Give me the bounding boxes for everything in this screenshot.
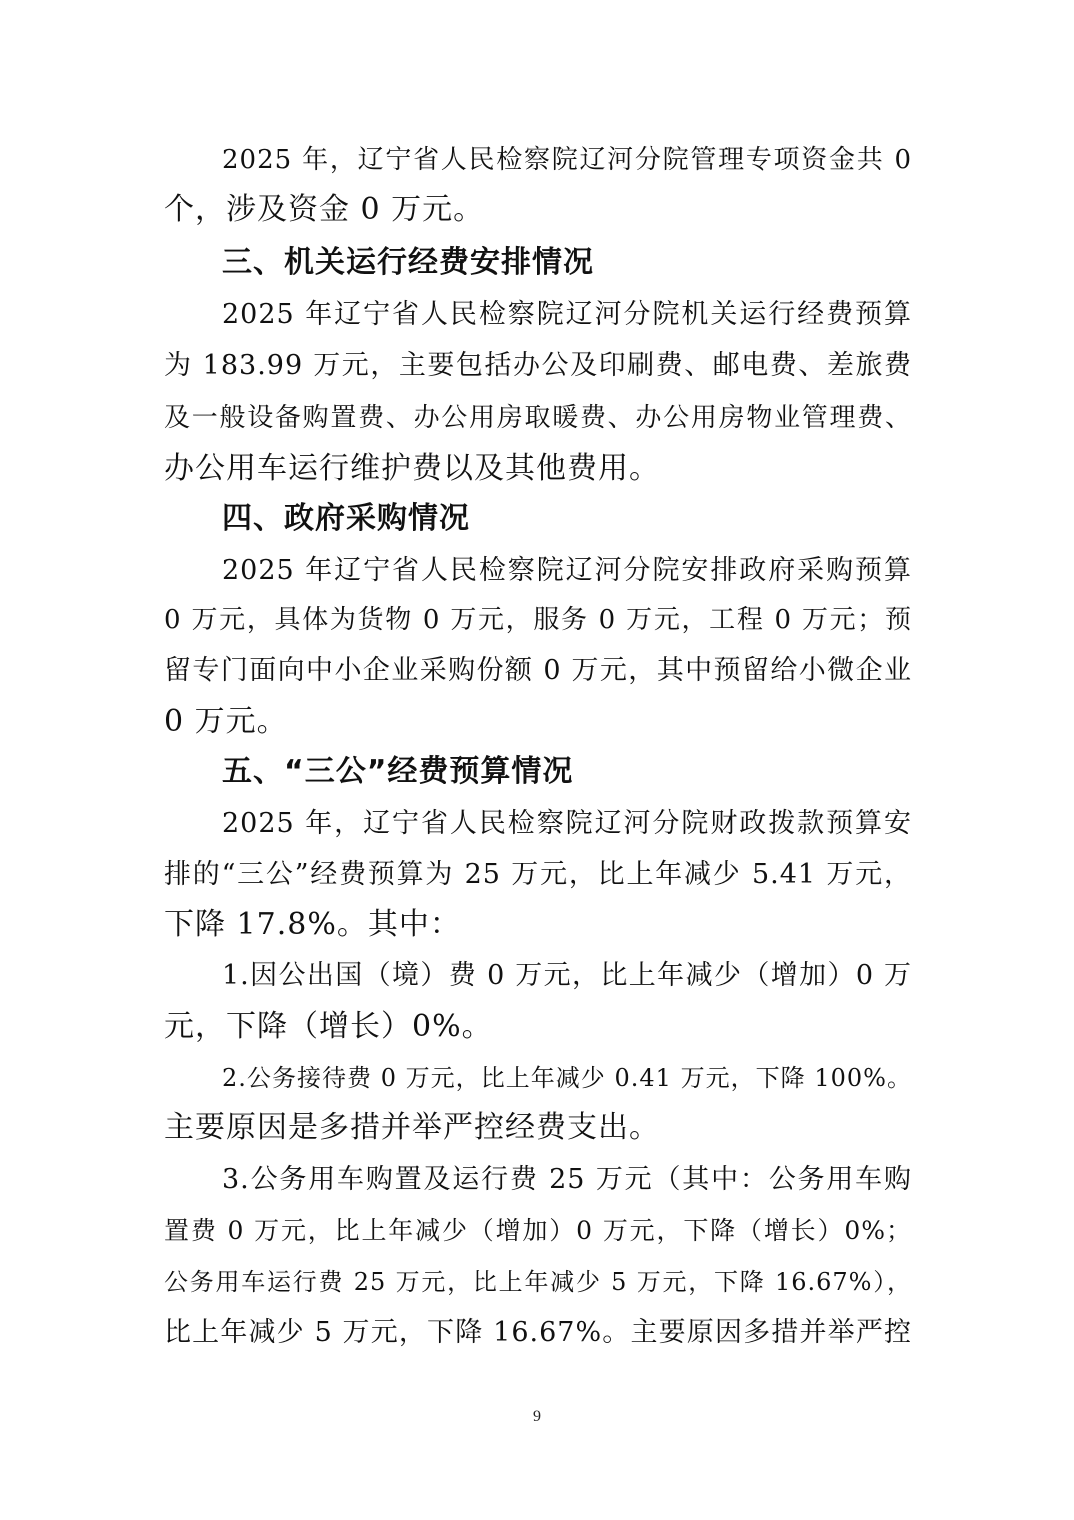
para-procurement-line-2: 0 万元，具体为货物 0 万元，服务 0 万元，工程 0 万元；预 bbox=[164, 605, 912, 635]
item-2-line-2: 主要原因是多措并举严控经费支出。 bbox=[164, 1110, 660, 1145]
item-3-line-4: 比上年减少 5 万元，下降 16.67%。主要原因多措并举严控 bbox=[164, 1317, 912, 1348]
para-procurement-line-1: 2025 年辽宁省人民检察院辽河分院安排政府采购预算 bbox=[222, 555, 912, 586]
para-special-funds-line-2: 个，涉及资金 0 万元。 bbox=[164, 192, 485, 227]
heading-section-3: 三、机关运行经费安排情况 bbox=[222, 245, 594, 280]
para-operating-funds-line-2: 为 183.99 万元，主要包括办公及印刷费、邮电费、差旅费 bbox=[164, 350, 912, 381]
item-3-line-1: 3.公务用车购置及运行费 25 万元（其中：公务用车购 bbox=[222, 1164, 912, 1195]
para-operating-funds-line-4: 办公用车运行维护费以及其他费用。 bbox=[164, 451, 660, 486]
para-three-public-line-3: 下降 17.8%。其中： bbox=[164, 907, 461, 942]
item-3-line-2: 置费 0 万元，比上年减少（增加）0 万元，下降（增长）0%； bbox=[164, 1216, 912, 1245]
para-procurement-line-3: 留专门面向中小企业采购份额 0 万元，其中预留给小微企业 bbox=[164, 655, 912, 686]
para-three-public-line-1: 2025 年，辽宁省人民检察院辽河分院财政拨款预算安 bbox=[222, 808, 912, 839]
page-number: 9 bbox=[533, 1408, 541, 1425]
para-procurement-line-4: 0 万元。 bbox=[164, 704, 288, 739]
item-3-line-3: 公务用车运行费 25 万元，比上年减少 5 万元，下降 16.67%）， bbox=[164, 1268, 912, 1296]
item-1-line-1: 1.因公出国（境）费 0 万元，比上年减少（增加）0 万 bbox=[222, 960, 912, 991]
heading-section-5: 五、“三公”经费预算情况 bbox=[222, 754, 574, 789]
para-operating-funds-line-1: 2025 年辽宁省人民检察院辽河分院机关运行经费预算 bbox=[222, 299, 912, 330]
para-three-public-line-2: 排的“三公”经费预算为 25 万元，比上年减少 5.41 万元， bbox=[164, 859, 912, 890]
item-1-line-2: 元，下降（增长）0%。 bbox=[164, 1009, 493, 1044]
para-operating-funds-line-3: 及一般设备购置费、办公用房取暖费、办公用房物业管理费、 bbox=[164, 403, 912, 433]
item-2-line-1: 2.公务接待费 0 万元，比上年减少 0.41 万元，下降 100%。 bbox=[222, 1064, 912, 1092]
heading-section-4: 四、政府采购情况 bbox=[222, 501, 470, 536]
para-special-funds-line-1: 2025 年，辽宁省人民检察院辽河分院管理专项资金共 0 bbox=[222, 145, 912, 175]
